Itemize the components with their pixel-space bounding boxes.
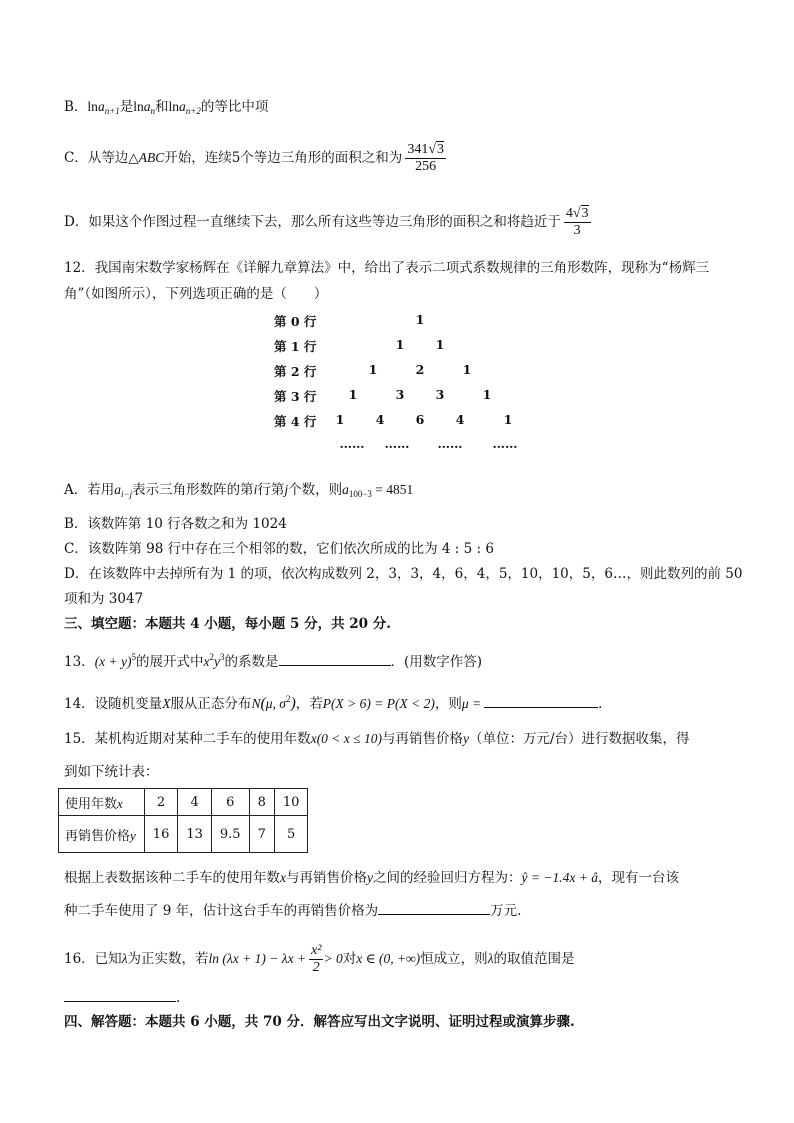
text: 个数，则 [288,482,343,498]
table-row [59,789,308,816]
triangle-cell: 1 [415,312,425,327]
table-cell: 6 [211,789,249,816]
text: ，则 [434,696,462,712]
subscript: n+2 [185,106,201,116]
denominator: 3 [573,223,581,238]
subscript: 100−3 [348,489,372,499]
sqrt-radicand: 3 [437,142,444,157]
table-cell: 4 [178,789,212,816]
text: 与再销售价格 [286,870,367,886]
ellipsis: …… [384,436,410,451]
q16-answer-line [64,987,180,1008]
text: 16．已知 [64,951,122,967]
table-cell: 13 [178,816,212,853]
table-cell: 8 [249,789,274,816]
var-a: a [179,99,186,114]
text: 万元. [490,903,522,919]
range: (0 < x ≤ 10) [316,731,382,746]
var: a [342,482,349,497]
q12-option-a [64,480,413,504]
ln-text: ln [87,99,98,114]
table-cell: 5 [274,816,308,853]
expression: ln (λx + 1) − λx + [208,951,307,966]
text: 15．某机构近期对某种二手车的使用年数 [64,731,311,747]
subscript: n+1 [104,106,120,116]
text: 行第 [257,482,285,498]
triangle-cell: 4 [455,412,465,427]
triangle-cell: 6 [415,412,425,427]
triangle-cell: 3 [395,387,405,402]
q15-line1 [64,729,690,749]
text: ，现有一台该 [597,870,679,886]
var-a: a [143,99,151,114]
triangle-name: ABC [138,150,165,165]
option-label: B． [64,99,88,115]
mu-equals: μ = [461,696,482,711]
q13 [64,647,482,672]
q12-option-b: B．该数阵第 10 行各数之和为 1024 [64,516,287,532]
fraction: $\frac{4√3}{3}$ [565,206,589,238]
q12-option-c: C．该数阵第 98 行中存在三个相邻的数，它们依次所成的比为 4 : 5 : 6 [64,541,494,557]
question-number: 13． [64,654,95,670]
fraction [309,943,323,976]
exponent: 5 [131,652,137,662]
row-header [59,789,145,816]
text: 的系数是 [224,654,279,670]
option-label: C．从等边△ [64,150,139,166]
ln-text: ln [168,99,180,114]
params: μ, σ [265,696,286,711]
regression-equation: ŷ = −1.4x + â [521,870,598,885]
numerator: x² [311,943,322,958]
equation: = 4851 [371,482,414,497]
option-d-q11 [64,206,591,239]
expression: (x + y) [94,654,132,669]
text: 之间的经验回归方程为： [373,870,522,886]
triangle-cell: 1 [335,412,345,427]
var: x [280,870,286,885]
row-label: 第 3 行 [274,389,317,404]
text: 的展开式中 [136,654,204,670]
table-cell: 10 [274,789,308,816]
ellipsis: …… [339,436,365,451]
text: . [176,990,181,1006]
var: x [117,795,123,811]
domain: x ∈ (0, +∞) [356,951,421,966]
text: 14．设随机变量 [64,696,163,712]
text: A．若用 [64,482,115,498]
option-text: D．如果这个作图过程一直继续下去，那么所有这些等边三角形的面积之和将趋近于 [64,214,561,230]
triangle-cell: 1 [503,412,513,427]
q14: 14．设随机变量X服从正态分布N(μ, $\sigma^2$)，若P(X > 6) = P(X < 2)，则μ = ． [64,694,612,712]
var: a [114,482,121,497]
stats-table [58,788,308,853]
text: 开始，连续5个等边三角形的面积之和为 [164,150,403,166]
triangle-cell: 4 [375,412,385,427]
table-cell: 9.5 [211,816,249,853]
row-label: 第 2 行 [274,364,317,379]
answer-blank[interactable] [279,651,391,666]
var: λ [121,951,128,966]
exponent: 3 [220,652,225,662]
probability-equation: P(X > 6) = P(X < 2) [322,696,435,711]
option-c-q11 [64,142,446,175]
table-cell: 7 [249,816,274,853]
fraction: $\frac{341√3}{256}$ [407,142,444,174]
var: x [203,654,210,669]
text: 恒成立，则 [420,951,488,967]
text: 与再销售价格 [381,731,463,747]
row-label: 第 0 行 [274,314,317,329]
var: λ [487,951,494,966]
section-4-heading: 四、解答题：本题共 6 小题，共 70 分．解答应写出文字说明、证明过程或演算步骤. [64,1014,575,1030]
var: y [462,731,469,746]
triangle-cell: 2 [415,362,425,377]
text: 的等比中项 [200,99,269,115]
exponent: 2 [209,652,215,662]
subscript: i−j [121,489,133,499]
var: y [130,827,136,843]
text: 和 [155,99,169,115]
inequality: > 0 [323,951,343,966]
text: 为正实数，若 [127,951,209,967]
denominator: 2 [312,960,320,975]
var: x [310,731,317,746]
q15-regression-line [64,868,679,888]
numerator: 4 [565,206,573,221]
text: ． [598,696,612,712]
triangle-cell: 1 [368,362,378,377]
var-a: a [97,99,105,114]
text: ．(用数字作答) [390,654,483,670]
q12-line1: 12．我国南宋数学家杨辉在《详解九章算法》中，给出了表示二项式系数规律的三角形数阵，现称为“杨辉三 [64,260,710,276]
option-b-q11 [64,97,268,121]
var: j [284,482,289,497]
var: y [214,654,221,669]
ellipsis: …… [437,436,463,451]
text: （单位：万元/台）进行数据收集，得 [468,731,690,747]
row-label: 第 4 行 [274,414,317,429]
q16 [64,943,575,976]
text: 种二手车使用了 9 年，估计这台手车的再销售价格为 [64,903,379,919]
table-cell: 16 [144,816,178,853]
pascal-triangle [270,312,530,462]
answer-blank[interactable] [378,900,490,915]
triangle-cell: 3 [435,387,445,402]
triangle-cell: 1 [462,362,472,377]
section-3-heading: 三、填空题：本题共 4 小题，每小题 5 分，共 20 分. [64,616,391,632]
row-header [59,816,145,853]
triangle-cell: 1 [395,337,405,352]
text: ，若 [295,696,323,712]
numerator: 341 [407,142,429,157]
distribution: N [251,696,261,711]
label: 再销售价格 [65,828,131,844]
q15-question-line [64,900,521,921]
triangle-cell: 1 [348,387,358,402]
table-row [59,816,308,853]
text: 对 [342,951,357,967]
table-cell: 2 [144,789,178,816]
var: i [253,482,258,497]
ln-text: ln [133,99,144,114]
text: 根据上表数据该种二手车的使用年数 [64,870,280,886]
text: 的取值范围是 [493,951,575,967]
text: 表示三角形数阵的第 [132,482,254,498]
ellipsis: …… [492,436,518,451]
text: 服从正态分布 [170,696,252,712]
var: y [367,870,373,885]
q12-option-d-line2: 项和为 3047 [64,591,144,607]
denominator: 256 [415,159,437,174]
label: 使用年数 [65,796,118,812]
q15-line2: 到如下统计表： [64,764,159,780]
triangle-cell: 1 [435,337,445,352]
text: 是 [119,99,134,115]
q12-option-d-line1: D．在该数阵中去掉所有为 1 的项，依次构成数列 2，3，3，4，6，4，5，10，10，5，6…，则此数列的前 50 [64,566,743,582]
row-label: 第 1 行 [274,339,317,354]
triangle-cell: 1 [482,387,492,402]
answer-blank[interactable] [484,693,598,708]
var: X [162,696,171,711]
exponent: 2 [285,694,291,704]
answer-blank[interactable] [64,987,176,1002]
subscript: n [150,106,156,116]
sqrt-radicand: 3 [581,206,589,221]
q12-line2: 角”（如图所示），下列选项正确的是（ ） [64,286,328,302]
